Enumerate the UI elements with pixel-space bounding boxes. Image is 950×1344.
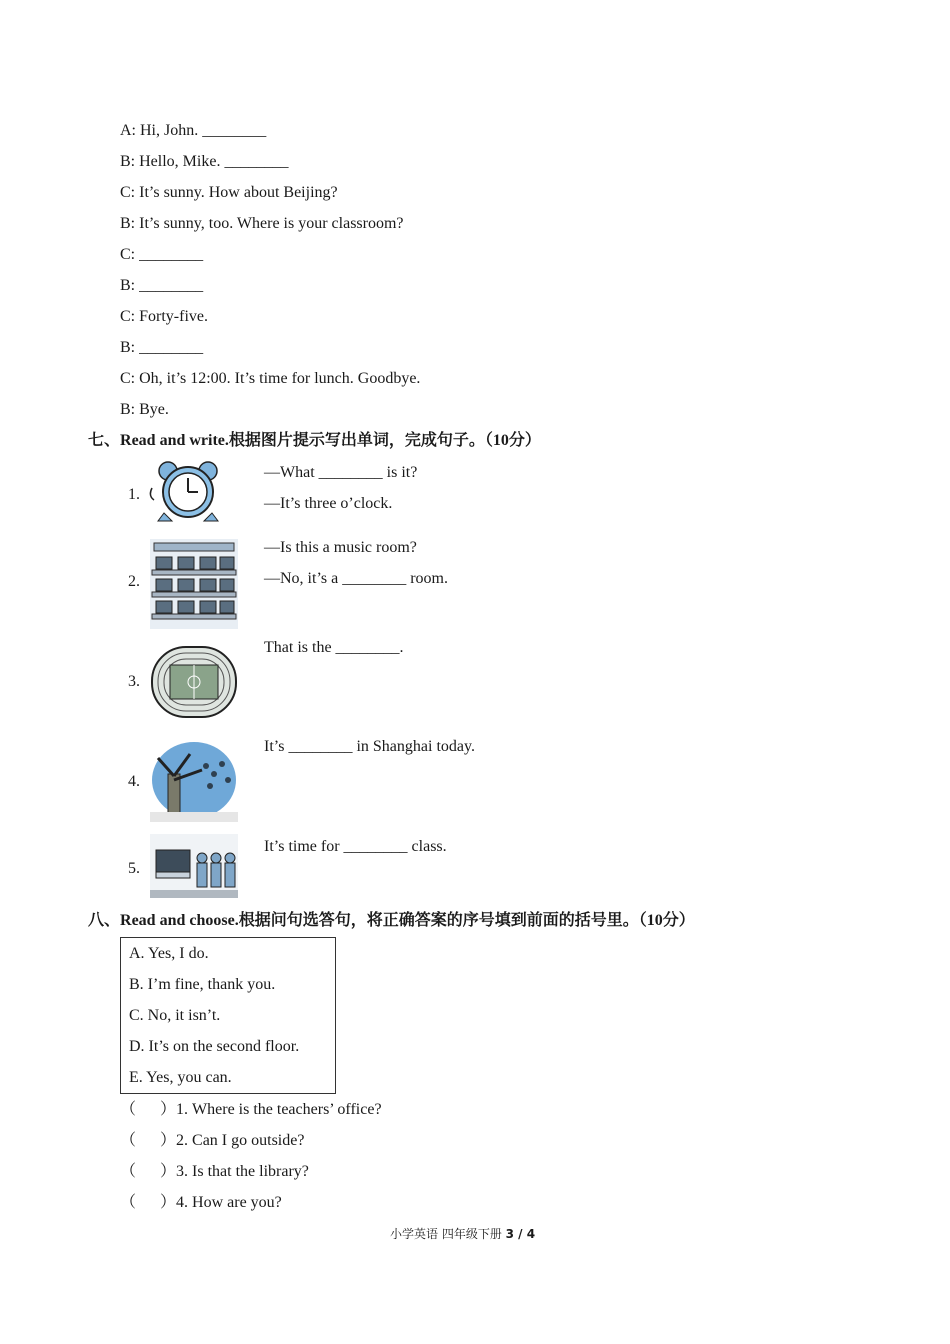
question-row <box>120 1162 309 1182</box>
music-class-icon <box>150 834 238 898</box>
question-text: 3. Is that the library? <box>176 1163 309 1180</box>
answer-option: E. Yes, you can. <box>129 1069 232 1086</box>
answer-bracket-close: ） <box>160 1101 177 1118</box>
answer-option: C. No, it isn’t. <box>129 1007 221 1024</box>
section-8-title-en: Read and choose. <box>120 912 239 929</box>
question-text: 2. Can I go outside? <box>176 1132 305 1149</box>
item-line: That is the ________. <box>264 639 404 656</box>
answer-bracket-open[interactable]: （ <box>120 1163 137 1180</box>
item-number: 5. <box>128 860 140 877</box>
page-footer <box>390 1224 535 1244</box>
dialogue-line: A: Hi, John. ________ <box>120 122 267 139</box>
answer-bracket-close: ） <box>160 1163 177 1180</box>
answer-bracket-close: ） <box>160 1194 177 1211</box>
answer-bracket-open[interactable]: （ <box>120 1132 137 1149</box>
answer-bracket-open[interactable]: （ <box>120 1101 137 1118</box>
answer-bracket-open[interactable]: （ <box>120 1194 137 1211</box>
item-line: It’s ________ in Shanghai today. <box>264 738 475 755</box>
question-text: 1. Where is the teachers’ office? <box>176 1101 382 1118</box>
item-line: It’s time for ________ class. <box>264 838 447 855</box>
dialogue-line: C: Oh, it’s 12:00. It’s time for lunch. Goodbye. <box>120 370 421 387</box>
windy-tree-icon <box>150 740 238 822</box>
question-text: 4. How are you? <box>176 1194 282 1211</box>
dialogue-line: B: Hello, Mike. ________ <box>120 153 289 170</box>
section-7-title-en: Read and write. <box>120 432 229 449</box>
dialogue-line: B: It’s sunny, too. Where is your classroom? <box>120 215 404 232</box>
section-7-prefix: 七、 <box>88 432 121 449</box>
footer-text: 小学英语 四年级下册 <box>390 1227 506 1241</box>
computer-room-icon <box>150 539 238 629</box>
answer-option: B. I’m fine, thank you. <box>129 976 276 993</box>
playground-icon <box>150 643 238 721</box>
dialogue-line: C: ________ <box>120 246 204 263</box>
question-row <box>120 1131 304 1151</box>
answer-bracket-close: ） <box>160 1132 177 1149</box>
answer-option: D. It’s on the second floor. <box>129 1038 300 1055</box>
section-7-title-cn: 根据图片提示写出单词，完成句子。（10分） <box>228 432 541 449</box>
item-number: 1. <box>128 486 140 503</box>
section-7-heading <box>88 431 541 451</box>
dialogue-line: B: Bye. <box>120 401 169 418</box>
section-8-title-cn: 根据问句选答句，将正确答案的序号填到前面的括号里。（10分） <box>238 912 695 929</box>
question-row <box>120 1193 282 1213</box>
item-number: 3. <box>128 673 140 690</box>
dialogue-line: C: Forty-five. <box>120 308 208 325</box>
section-8-heading <box>88 911 695 931</box>
alarm-clock-icon <box>148 458 236 524</box>
answer-option: A. Yes, I do. <box>129 945 209 962</box>
item-line: —Is this a music room? <box>264 539 417 556</box>
dialogue-line: C: It’s sunny. How about Beijing? <box>120 184 338 201</box>
dialogue-line: B: ________ <box>120 339 204 356</box>
item-line: —What ________ is it? <box>264 464 418 481</box>
page-number: 3 / 4 <box>505 1227 536 1241</box>
section-8-prefix: 八、 <box>88 912 121 929</box>
item-number: 2. <box>128 573 140 590</box>
item-number: 4. <box>128 773 140 790</box>
dialogue-line: B: ________ <box>120 277 204 294</box>
question-row <box>120 1100 382 1120</box>
item-line: —It’s three o’clock. <box>264 495 393 512</box>
item-line: —No, it’s a ________ room. <box>264 570 448 587</box>
